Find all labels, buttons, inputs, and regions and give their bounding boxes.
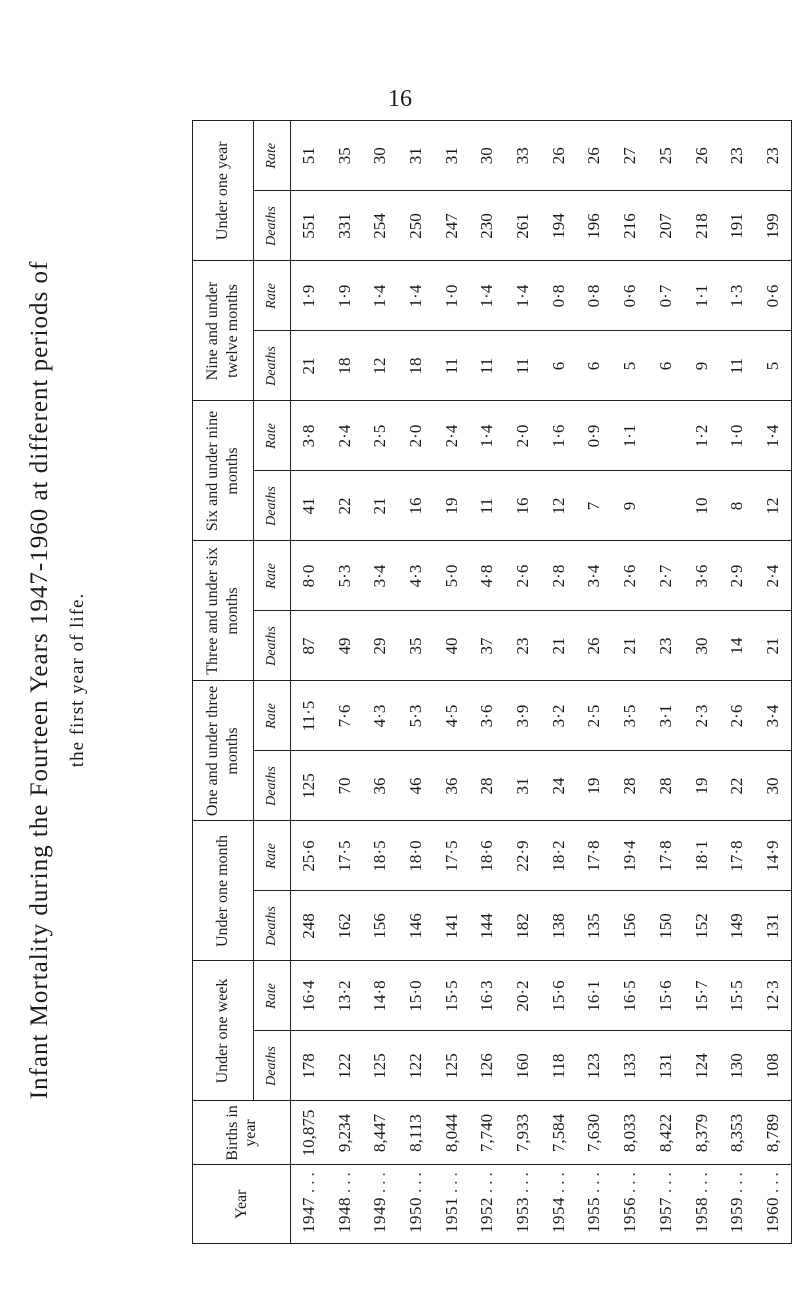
year-cell	[719, 1165, 755, 1243]
group-header-under-one-week: Under one week	[193, 961, 254, 1101]
deaths-subheader: Deaths	[254, 331, 291, 401]
group-header-row	[193, 121, 254, 1243]
rate-cell: 0·9	[577, 401, 613, 471]
rate-cell: 3·6	[470, 681, 506, 751]
leader-dots: ...	[441, 1168, 461, 1193]
rate-cell: 16·3	[470, 961, 506, 1031]
year-cell	[541, 1165, 577, 1243]
deaths-cell: 24	[541, 751, 577, 821]
leader-dots: ...	[477, 1168, 497, 1193]
rate-cell: 1·0	[434, 261, 470, 331]
deaths-cell: 247	[434, 191, 470, 261]
deaths-cell: 122	[327, 1031, 363, 1101]
deaths-cell: 11	[505, 331, 541, 401]
group-header-one-to-three-months: One and under three months	[193, 681, 254, 821]
deaths-cell: 21	[541, 611, 577, 681]
deaths-cell: 160	[505, 1031, 541, 1101]
deaths-cell: 196	[577, 191, 613, 261]
deaths-cell: 144	[470, 891, 506, 961]
rate-cell: 1·4	[470, 261, 506, 331]
deaths-cell: 123	[577, 1031, 613, 1101]
leader-dots: ...	[334, 1168, 354, 1193]
rate-cell: 31	[405, 147, 425, 165]
deaths-cell: 125	[291, 751, 327, 821]
deaths-cell: 125	[434, 1031, 470, 1101]
births-cell: 7,630	[577, 1101, 613, 1165]
deaths-cell: 12	[362, 331, 398, 401]
leader-dots: ...	[548, 1168, 568, 1193]
deaths-cell: 10	[684, 471, 720, 541]
leader-dots: ...	[763, 1168, 783, 1193]
leader-dots: ...	[405, 1168, 425, 1193]
rate-cell: 2·4	[434, 401, 470, 471]
year-value: 1960	[763, 1197, 783, 1233]
rate-cell: 19·4	[612, 821, 648, 891]
deaths-cell: 125	[362, 1031, 398, 1101]
rate-cell: 0·8	[577, 261, 613, 331]
rate-cell: 1·6	[541, 401, 577, 471]
rate-cell: 3·5	[612, 681, 648, 751]
leader-dots: ...	[620, 1168, 640, 1193]
rate-cell: 1·4	[755, 401, 791, 471]
deaths-cell: 207	[648, 191, 684, 261]
deaths-cell: 36	[434, 751, 470, 821]
deaths-cell: 9	[684, 331, 720, 401]
rate-cell: 2·5	[577, 681, 613, 751]
subheader-row	[254, 121, 291, 1243]
rate-cell: 1·1	[684, 261, 720, 331]
year-cell	[434, 1165, 470, 1243]
deaths-cell: 254	[362, 191, 398, 261]
leader-dots: ...	[655, 1168, 675, 1193]
deaths-cell: 11	[470, 331, 506, 401]
rate-cell: 1·4	[470, 401, 506, 471]
deaths-subheader: Deaths	[254, 891, 291, 961]
rate-cell: 3·8	[291, 401, 327, 471]
deaths-cell: 19	[684, 751, 720, 821]
rate-cell: 15·5	[719, 961, 755, 1031]
deaths-cell: 12	[541, 471, 577, 541]
year-cell	[398, 1165, 434, 1243]
table-row	[327, 121, 363, 1243]
deaths-cell: 194	[541, 191, 577, 261]
deaths-cell: 141	[434, 891, 470, 961]
year-cell	[291, 1165, 327, 1243]
rate-cell: 3·1	[648, 681, 684, 751]
year-value: 1949	[370, 1197, 390, 1233]
deaths-cell: 23	[648, 611, 684, 681]
rate-cell: 1·0	[719, 401, 755, 471]
rate-cell: 15·0	[398, 961, 434, 1031]
heading-line-2: the first year of life.	[67, 592, 88, 768]
deaths-cell: 149	[719, 891, 755, 961]
year-cell	[362, 1165, 398, 1243]
deaths-cell: 14	[719, 611, 755, 681]
rate-cell: 17·5	[327, 821, 363, 891]
deaths-cell	[648, 471, 684, 541]
births-cell: 7,740	[470, 1101, 506, 1165]
rate-cell: 2·4	[755, 541, 791, 611]
rate-cell: 2·5	[362, 401, 398, 471]
group-header-nine-to-twelve-months: Nine and under twelve months	[193, 261, 254, 401]
year-value: 1956	[620, 1197, 640, 1233]
year-value: 1947	[298, 1197, 318, 1233]
rate-cell: 0·6	[612, 261, 648, 331]
deaths-cell: 5	[755, 331, 791, 401]
rate-cell: 51	[298, 147, 318, 165]
table-row	[648, 121, 684, 1243]
deaths-cell: 21	[291, 331, 327, 401]
rate-cell: 1·4	[505, 261, 541, 331]
births-cell: 8,033	[612, 1101, 648, 1165]
rate-cell: 5·3	[398, 681, 434, 751]
rate-subheader: Rate	[254, 961, 291, 1031]
deaths-cell: 6	[541, 331, 577, 401]
rate-cell: 2·8	[541, 541, 577, 611]
deaths-cell: 156	[612, 891, 648, 961]
rate-cell	[648, 401, 684, 471]
deaths-cell: 21	[362, 471, 398, 541]
deaths-cell: 21	[612, 611, 648, 681]
rate-cell: 4·8	[470, 541, 506, 611]
rate-cell: 18·0	[398, 821, 434, 891]
deaths-cell: 26	[577, 611, 613, 681]
births-cell: 8,113	[398, 1101, 434, 1165]
rate-cell: 18·5	[362, 821, 398, 891]
deaths-cell: 146	[398, 891, 434, 961]
year-value: 1952	[477, 1197, 497, 1233]
year-value: 1957	[655, 1197, 675, 1233]
rate-cell: 17·8	[719, 821, 755, 891]
deaths-cell: 22	[719, 751, 755, 821]
deaths-cell: 130	[719, 1031, 755, 1101]
births-cell: 8,422	[648, 1101, 684, 1165]
table-row	[719, 121, 755, 1243]
year-cell	[612, 1165, 648, 1243]
leader-dots: ...	[584, 1168, 604, 1193]
deaths-cell: 23	[505, 611, 541, 681]
leader-dots: ...	[513, 1168, 533, 1193]
deaths-cell: 216	[612, 191, 648, 261]
rate-cell: 25·6	[291, 821, 327, 891]
rate-cell: 4·5	[434, 681, 470, 751]
deaths-subheader: Deaths	[254, 751, 291, 821]
rate-cell: 4·3	[362, 681, 398, 751]
births-cell: 9,234	[327, 1101, 363, 1165]
table-row	[577, 121, 613, 1243]
rate-cell: 17·8	[648, 821, 684, 891]
deaths-cell: 11	[434, 331, 470, 401]
rate-cell: 16·1	[577, 961, 613, 1031]
page-number: 16	[388, 86, 412, 112]
year-value: 1958	[691, 1197, 711, 1233]
births-cell: 8,379	[684, 1101, 720, 1165]
deaths-cell: 199	[755, 191, 791, 261]
deaths-cell: 162	[327, 891, 363, 961]
rate-cell: 2·6	[505, 541, 541, 611]
deaths-cell: 30	[684, 611, 720, 681]
rate-cell: 5·0	[434, 541, 470, 611]
rate-cell: 31	[441, 147, 461, 165]
table-row	[398, 121, 434, 1243]
deaths-cell: 37	[470, 611, 506, 681]
births-cell: 8,789	[755, 1101, 791, 1165]
deaths-cell: 30	[755, 751, 791, 821]
rate-subheader: Rate	[254, 121, 291, 191]
rate-cell: 26	[691, 147, 711, 165]
deaths-cell: 131	[755, 891, 791, 961]
rate-cell: 11·5	[291, 681, 327, 751]
table-row	[684, 121, 720, 1243]
rate-cell: 33	[513, 147, 533, 165]
rate-cell: 16·5	[612, 961, 648, 1031]
deaths-cell: 126	[470, 1031, 506, 1101]
rate-cell: 2·6	[719, 681, 755, 751]
rate-subheader: Rate	[254, 541, 291, 611]
rate-cell: 5·3	[327, 541, 363, 611]
deaths-cell: 87	[291, 611, 327, 681]
rate-cell: 4·3	[398, 541, 434, 611]
rate-cell: 2·4	[327, 401, 363, 471]
deaths-subheader: Deaths	[254, 471, 291, 541]
rate-cell: 18·6	[470, 821, 506, 891]
year-value: 1953	[513, 1197, 533, 1233]
year-cell	[648, 1165, 684, 1243]
deaths-cell: 19	[434, 471, 470, 541]
births-header: Births in year	[193, 1101, 291, 1165]
deaths-cell: 46	[398, 751, 434, 821]
rate-cell: 3·4	[755, 681, 791, 751]
rate-cell: 2·3	[684, 681, 720, 751]
rate-cell: 20·2	[505, 961, 541, 1031]
deaths-cell: 6	[648, 331, 684, 401]
rate-cell: 2·9	[719, 541, 755, 611]
rate-cell: 1·3	[719, 261, 755, 331]
year-cell	[684, 1165, 720, 1243]
deaths-cell: 248	[291, 891, 327, 961]
deaths-cell: 5	[612, 331, 648, 401]
deaths-cell: 6	[577, 331, 613, 401]
rate-cell: 1·4	[362, 261, 398, 331]
rate-cell: 15·6	[541, 961, 577, 1031]
table-row	[291, 121, 327, 1243]
rate-cell: 26	[548, 147, 568, 165]
births-cell: 8,044	[434, 1101, 470, 1165]
deaths-cell: 16	[505, 471, 541, 541]
deaths-cell: 29	[362, 611, 398, 681]
year-cell	[577, 1165, 613, 1243]
deaths-cell: 70	[327, 751, 363, 821]
deaths-cell: 131	[648, 1031, 684, 1101]
group-header-under-one-month: Under one month	[193, 821, 254, 961]
year-value: 1955	[584, 1197, 604, 1233]
table-row	[505, 121, 541, 1243]
year-value: 1948	[334, 1197, 354, 1233]
rate-cell: 1·1	[612, 401, 648, 471]
deaths-cell: 49	[327, 611, 363, 681]
rate-subheader: Rate	[254, 401, 291, 471]
table-row	[612, 121, 648, 1243]
deaths-cell: 40	[434, 611, 470, 681]
deaths-cell: 11	[719, 331, 755, 401]
rate-cell: 1·9	[291, 261, 327, 331]
deaths-cell: 28	[612, 751, 648, 821]
year-cell	[755, 1165, 791, 1243]
year-value: 1951	[441, 1197, 461, 1233]
mortality-table	[192, 120, 792, 1244]
rate-cell: 8·0	[291, 541, 327, 611]
table-row	[362, 121, 398, 1243]
leader-dots: ...	[370, 1168, 390, 1193]
rate-subheader: Rate	[254, 261, 291, 331]
table-row	[470, 121, 506, 1243]
deaths-subheader: Deaths	[254, 191, 291, 261]
rate-cell: 12·3	[755, 961, 791, 1031]
year-header: Year	[193, 1165, 291, 1243]
year-cell	[470, 1165, 506, 1243]
deaths-cell: 135	[577, 891, 613, 961]
rate-cell: 17·5	[434, 821, 470, 891]
table-heading	[20, 118, 170, 1242]
deaths-cell: 9	[612, 471, 648, 541]
deaths-cell: 138	[541, 891, 577, 961]
rate-cell: 1·2	[684, 401, 720, 471]
rate-cell: 14·8	[362, 961, 398, 1031]
group-header-under-one-year: Under one year	[193, 121, 254, 261]
rate-cell: 0·8	[541, 261, 577, 331]
rate-subheader: Rate	[254, 821, 291, 891]
rate-cell: 25	[655, 147, 675, 165]
births-cell: 7,933	[505, 1101, 541, 1165]
deaths-cell: 18	[327, 331, 363, 401]
rate-cell: 1·9	[327, 261, 363, 331]
rate-cell: 23	[763, 147, 783, 165]
deaths-cell: 261	[505, 191, 541, 261]
rate-cell: 1·4	[398, 261, 434, 331]
year-cell	[327, 1165, 363, 1243]
deaths-cell: 12	[755, 471, 791, 541]
births-cell: 8,353	[719, 1101, 755, 1165]
rate-cell: 14·9	[755, 821, 791, 891]
deaths-cell: 16	[398, 471, 434, 541]
rate-cell: 3·2	[541, 681, 577, 751]
rate-cell: 15·5	[434, 961, 470, 1031]
deaths-cell: 28	[470, 751, 506, 821]
rate-cell: 7·6	[327, 681, 363, 751]
births-cell: 8,447	[362, 1101, 398, 1165]
rate-cell: 22·9	[505, 821, 541, 891]
deaths-cell: 152	[684, 891, 720, 961]
rate-cell: 26	[584, 147, 604, 165]
deaths-cell: 191	[719, 191, 755, 261]
deaths-cell: 250	[398, 191, 434, 261]
rate-cell: 2·0	[505, 401, 541, 471]
heading-line-1: Infant Mortality during the Fourteen Years 1947-1960 at different periods of	[26, 260, 53, 1100]
table-row	[434, 121, 470, 1243]
rate-cell: 2·0	[398, 401, 434, 471]
deaths-cell: 8	[719, 471, 755, 541]
rate-cell: 18·2	[541, 821, 577, 891]
deaths-cell: 218	[684, 191, 720, 261]
leader-dots: ...	[691, 1168, 711, 1193]
deaths-cell: 178	[291, 1031, 327, 1101]
deaths-cell: 182	[505, 891, 541, 961]
deaths-cell: 122	[398, 1031, 434, 1101]
deaths-cell: 124	[684, 1031, 720, 1101]
rate-cell: 0·7	[648, 261, 684, 331]
deaths-cell: 21	[755, 611, 791, 681]
deaths-cell: 28	[648, 751, 684, 821]
rate-cell: 18·1	[684, 821, 720, 891]
rate-cell: 30	[477, 147, 497, 165]
deaths-cell: 18	[398, 331, 434, 401]
deaths-cell: 156	[362, 891, 398, 961]
rate-cell: 16·4	[291, 961, 327, 1031]
rate-cell: 3·4	[362, 541, 398, 611]
deaths-cell: 108	[755, 1031, 791, 1101]
rate-cell: 13·2	[327, 961, 363, 1031]
year-value: 1950	[405, 1197, 425, 1233]
rate-cell: 15·6	[648, 961, 684, 1031]
deaths-cell: 331	[327, 191, 363, 261]
mortality-table-grid	[193, 121, 791, 1243]
births-cell: 7,584	[541, 1101, 577, 1165]
leader-dots: ...	[298, 1168, 318, 1193]
deaths-subheader: Deaths	[254, 611, 291, 681]
table-row	[755, 121, 791, 1243]
deaths-cell: 118	[541, 1031, 577, 1101]
table-body	[291, 121, 792, 1243]
deaths-cell: 133	[612, 1031, 648, 1101]
rate-cell: 23	[727, 147, 747, 165]
deaths-cell: 19	[577, 751, 613, 821]
rate-cell: 3·6	[684, 541, 720, 611]
year-value: 1954	[548, 1197, 568, 1233]
births-cell: 10,875	[291, 1101, 327, 1165]
deaths-cell: 41	[291, 471, 327, 541]
rate-cell: 2·6	[612, 541, 648, 611]
deaths-cell: 36	[362, 751, 398, 821]
rate-cell: 17·8	[577, 821, 613, 891]
table-row	[541, 121, 577, 1243]
year-value: 1959	[727, 1197, 747, 1233]
rate-cell: 0·6	[755, 261, 791, 331]
rate-cell: 35	[334, 147, 354, 165]
rate-cell: 27	[620, 147, 640, 165]
deaths-cell: 7	[577, 471, 613, 541]
rate-cell: 30	[370, 147, 390, 165]
deaths-cell: 150	[648, 891, 684, 961]
deaths-subheader: Deaths	[254, 1031, 291, 1101]
deaths-cell: 22	[327, 471, 363, 541]
rate-cell: 3·4	[577, 541, 613, 611]
rate-cell: 15·7	[684, 961, 720, 1031]
deaths-cell: 551	[291, 191, 327, 261]
deaths-cell: 31	[505, 751, 541, 821]
rate-cell: 3·9	[505, 681, 541, 751]
deaths-cell: 11	[470, 471, 506, 541]
rate-cell: 2·7	[648, 541, 684, 611]
year-cell	[505, 1165, 541, 1243]
rate-subheader: Rate	[254, 681, 291, 751]
deaths-cell: 35	[398, 611, 434, 681]
leader-dots: ...	[727, 1168, 747, 1193]
group-header-six-to-nine-months: Six and under nine months	[193, 401, 254, 541]
deaths-cell: 230	[470, 191, 506, 261]
group-header-three-to-six-months: Three and under six months	[193, 541, 254, 681]
